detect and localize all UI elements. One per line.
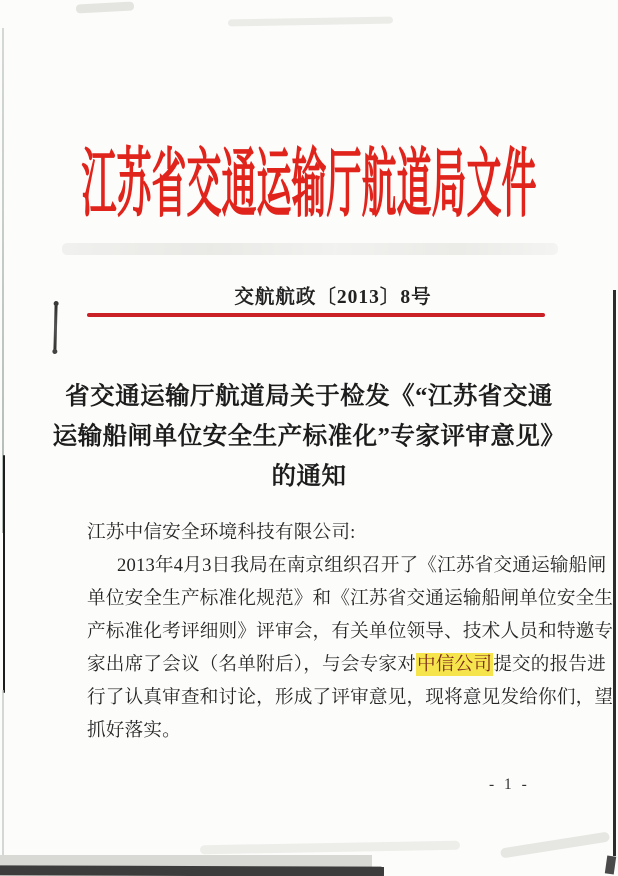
- scan-smudge: [62, 243, 558, 255]
- highlighted-company-name: 中信公司: [417, 654, 493, 675]
- scan-left-edge: [2, 690, 4, 855]
- body-line: 单位安全生产标准化规范》和《江苏省交通运输船闸单位安全生: [87, 588, 614, 609]
- body-line: 行了认真审查和讨论，形成了评审意见，现将意见发给你们，望: [87, 687, 614, 708]
- letterhead-title: 江苏省交通运输厅航道局文件: [81, 142, 537, 227]
- notice-body: [87, 516, 614, 747]
- notice-title-line: 省交通运输厅航道局关于检发《“江苏省交通: [65, 383, 553, 410]
- body-text-segment: 提交的报告进: [493, 654, 606, 675]
- document-number: 交航航政〔2013〕8号: [234, 287, 432, 308]
- scan-left-edge: [3, 455, 5, 693]
- body-line: [87, 648, 606, 681]
- scan-smudge: [76, 1, 134, 13]
- red-divider-line: [87, 313, 545, 317]
- scan-bottom-edge: [0, 865, 384, 876]
- scan-right-edge: [605, 855, 616, 874]
- scan-right-edge: [613, 290, 616, 856]
- pen-mark-artifact: [53, 303, 57, 352]
- scan-smudge: [200, 841, 460, 855]
- page-number: - 1 -: [489, 776, 530, 793]
- body-line: 2013年4月3日我局在南京组织召开了《江苏省交通运输船闸: [117, 555, 607, 576]
- notice-title-line: 运输船闸单位安全生产标准化”专家评审意见》: [52, 423, 566, 450]
- body-line: 产标准化考评细则》评审会，有关单位领导、技术人员和特邀专: [87, 621, 614, 642]
- scan-smudge: [500, 831, 610, 858]
- notice-title-line: 的通知: [271, 463, 347, 490]
- body-text-segment: 家出席了会议（名单附后），与会专家对: [87, 654, 416, 675]
- scan-smudge: [228, 17, 393, 27]
- salutation-line: 江苏中信安全环境科技有限公司:: [87, 522, 356, 543]
- body-line: 抓好落实。: [87, 720, 181, 741]
- notice-title: [30, 377, 588, 497]
